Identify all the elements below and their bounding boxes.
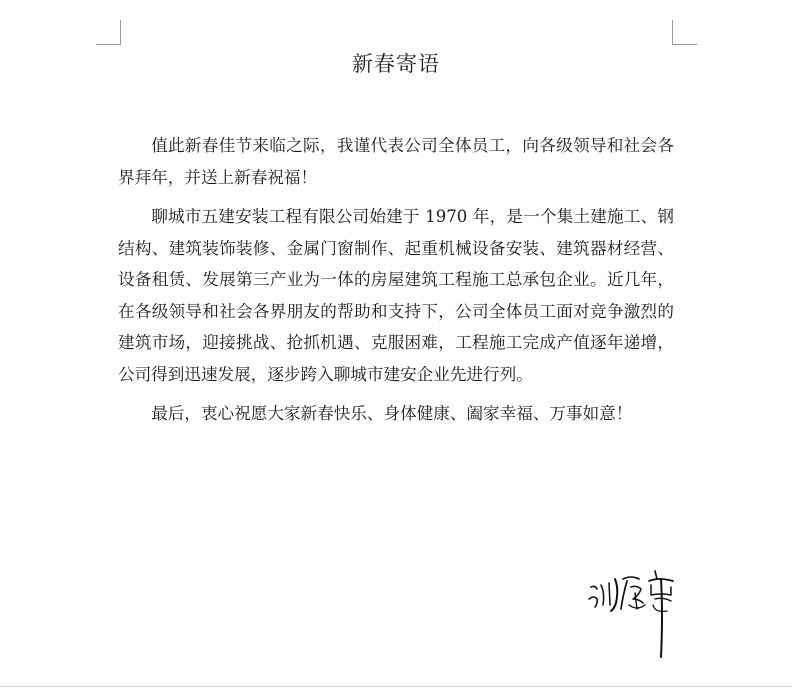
paragraph-closing-wishes: 最后，衷心祝愿大家新春快乐、身体健康、阖家幸福、万事如意！ [151, 404, 633, 423]
top-left-margin-mark [96, 20, 121, 45]
signature-image [585, 565, 695, 660]
top-right-margin-mark [672, 20, 697, 45]
paragraph-greeting: 值此新春佳节来临之际，我谨代表公司全体员工，向各级领导和社会各界拜年，并送上新春祝福！ [118, 136, 674, 187]
page-bottom-divider [0, 686, 792, 687]
document-body [118, 130, 674, 438]
handwritten-signature [585, 565, 695, 660]
document-title: 新春寄语 [352, 52, 440, 76]
paragraph-company-intro: 聊城市五建安装工程有限公司始建于 1970 年，是一个集土建施工、钢结构、建筑装饰装修、金属门窗制作、起重机械设备安装、建筑器材经营、设备租赁、发展第三产业为一体的房屋建筑工程施工总承包企业。近几年，在各级领导和社会各界朋友的帮助和支持下，公司全体员工面对竞争激烈的建筑市场，迎接挑战、抢抓机遇、克服困难，工程施工完成产值逐年递增，公司得到迅速发展，逐步跨入聊城市建安企业先进行列。 [118, 207, 674, 384]
